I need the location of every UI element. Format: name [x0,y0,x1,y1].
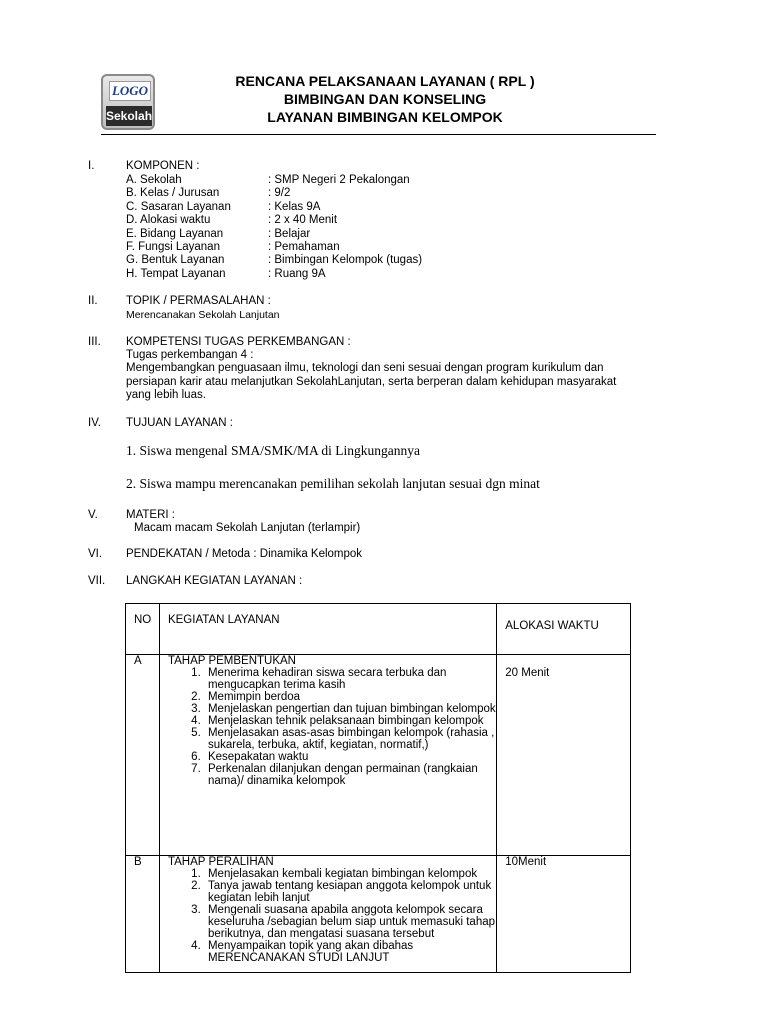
school-logo [101,74,155,130]
step-item: 1. Menjelasakan kembali kegiatan bimbingan kelompok [204,868,496,880]
section-title-tujuan: TUJUAN LAYANAN : [126,417,233,429]
komponen-label: H. Tempat Layanan [126,267,226,280]
row-no: A [126,655,160,856]
komponen-value: : 2 x 40 Menit [268,214,338,227]
step-list [168,667,496,787]
komponen-label: A. Sekolah [126,174,182,186]
tujuan-item-2: 2. Siswa mampu merencanakan pemilihan sekolah lanjutan sesuai dgn minat [126,476,540,491]
step-item: 2. Tanya jawab tentang kesiapan anggota kelompok untuk kegiatan lebih lanjut [204,880,496,904]
komponen-value: : Pemahaman [268,241,340,253]
row-kegiatan [159,856,496,973]
kegiatan-table [125,603,631,973]
tujuan-item-1: 1. Siswa mengenal SMA/SMK/MA di Lingkungannya [126,443,420,458]
komponen-label: C. Sasaran Layanan [126,200,231,213]
step-item: 5. Menjelasakan asas-asas bimbingan kelompok (rahasia , sukarela, terbuka, aktif, kegiatan, normatif,) [204,727,496,751]
komponen-label: D. Alokasi waktu [126,214,211,227]
logo-top-text: LOGO [109,81,151,101]
step-item: 1. Menerima kehadiran siswa secara terbuka dan mengucapkan terima kasih [204,667,496,691]
komponen-value: : 9/2 [268,187,291,200]
komponen-label: F. Fungsi Layanan [126,241,220,253]
logo-bottom-text: Sekolah [106,106,152,126]
row-title: TAHAP PEMBENTUKAN [167,655,296,667]
komponen-value: : Belajar [268,227,311,240]
komponen-label: B. Kelas / Jurusan [126,187,220,200]
header-line-1: RENCANA PELAKSANAAN LAYANAN ( RPL ) [235,73,535,89]
table-row [126,856,631,973]
section-number-tujuan: IV. [88,417,102,429]
section-number-komponen: I. [88,160,95,172]
header-line-3: LAYANAN BIMBINGAN KELOMPOK [267,109,503,125]
step-list [168,868,496,964]
komponen-value: : SMP Negeri 2 Pekalongan [268,174,410,186]
kompetensi-line-3: yang lebih luas. [126,389,206,401]
table-row [126,655,631,856]
header-line-2: BIMBINGAN DAN KONSELING [283,91,487,107]
section-number-langkah: VII. [88,575,106,587]
header-alokasi: ALOKASI WAKTU [497,604,631,655]
step-item: 4. Menjelaskan tehnik pelaksanaan bimbingan kelompok [204,715,496,727]
section-title-langkah: LANGKAH KEGIATAN LAYANAN : [126,575,303,587]
row-no: B [126,856,160,973]
section-title-pendekatan: PENDEKATAN / Metoda : Dinamika Kelompok [126,548,363,560]
komponen-value: : Kelas 9A [268,200,321,213]
step-item: 3. Mengenali suasana apabila anggota kelompok secara keseluruha /sebagian belum siap untuk memasuki tahap berikutnya, dan mengatasi suasana tersebut [204,904,496,940]
section-number-materi: V. [88,509,98,521]
section-title-topik: TOPIK / PERMASALAHAN : [126,295,271,307]
komponen-label: E. Bidang Layanan [126,227,224,240]
row-alokasi: 10Menit [497,856,631,973]
topik-text: Merencanakan Sekolah Lanjutan [126,309,280,321]
kompetensi-line-1: Mengembangkan penguasaan ilmu, teknologi dan seni sesuai dengan program kurikulum dan [126,362,604,374]
header-kegiatan: KEGIATAN LAYANAN [159,604,496,655]
section-title-materi: MATERI : [126,509,175,521]
step-item: 6. Kesepakatan waktu [204,751,496,763]
komponen-value: : Bimbingan Kelompok (tugas) [268,254,423,267]
row-title: TAHAP PERALIHAN [167,856,274,868]
header-divider [101,134,656,135]
document-header [160,72,610,126]
step-item: 4. Menyampaikan topik yang akan dibahas MERENCANAKAN STUDI LANJUT [204,940,496,964]
row-kegiatan [159,655,496,856]
komponen-value: : Ruang 9A [268,267,326,280]
step-item: 2. Memimpin berdoa [204,691,496,703]
kompetensi-subtitle: Tugas perkembangan 4 : [126,349,254,361]
komponen-label: G. Bentuk Layanan [126,254,225,267]
step-item: 3. Menjelaskan pengertian dan tujuan bimbingan kelompok [204,703,496,715]
section-title-kompetensi: KOMPETENSI TUGAS PERKEMBANGAN : [126,336,351,348]
table-header-row [126,604,631,655]
header-no: NO [126,604,160,655]
materi-text: Macam macam Sekolah Lanjutan (terlampir) [134,522,361,534]
step-item: 7. Perkenalan dilanjukan dengan permainan (rangkaian nama)/ dinamika kelompok [204,763,496,787]
row-alokasi: 20 Menit [497,655,631,856]
section-title-komponen: KOMPONEN : [126,160,200,172]
kompetensi-line-2: persiapan karir atau melanjutkan SekolahLanjutan, serta berperan dalam kehidupan masyarakat [126,376,617,388]
section-number-pendekatan: VI. [88,548,103,560]
section-number-kompetensi: III. [88,336,101,348]
section-number-topik: II. [88,295,98,307]
